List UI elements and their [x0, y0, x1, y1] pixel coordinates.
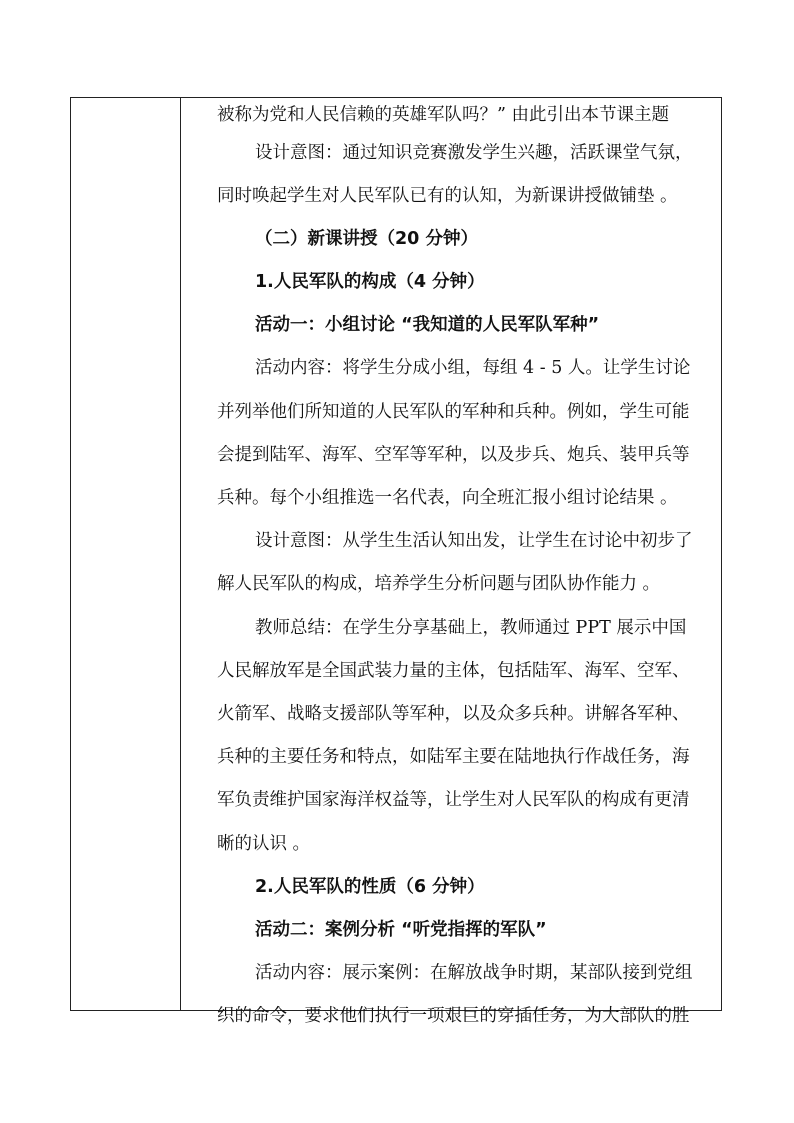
- table-column-divider: [180, 98, 181, 1010]
- paragraph-line-01: 被称为党和人民信赖的英雄军队吗？” 由此引出本节课主题: [217, 105, 670, 125]
- paragraph-line-09: 会提到陆军、海军、空军等军种，以及步兵、炮兵、装甲兵等: [217, 445, 690, 465]
- paragraph-line-11: 设计意图：从学生生活认知出发，让学生在讨论中初步了: [255, 531, 693, 551]
- lesson-table: [70, 97, 722, 1026]
- paragraph-line-08: 并列举他们所知道的人民军队的军种和兵种。例如，学生可能: [217, 402, 690, 422]
- subheading-army-composition: 1.人民军队的构成（4 分钟）: [255, 272, 485, 292]
- paragraph-line-02: 设计意图：通过知识竞赛激发学生兴趣，活跃课堂气氛，: [255, 143, 693, 163]
- paragraph-line-18: 晰的认识 。: [217, 834, 311, 854]
- paragraph-line-22: 织的命令，要求他们执行一项艰巨的穿插任务，为大部队的胜: [217, 1006, 690, 1026]
- section-heading-new-lesson: （二）新课讲授（20 分钟）: [255, 229, 478, 249]
- paragraph-line-12: 解人民军队的构成，培养学生分析问题与团队协作能力 。: [217, 574, 661, 594]
- paragraph-line-13: 教师总结：在学生分享基础上，教师通过 PPT 展示中国: [255, 618, 687, 638]
- paragraph-line-10: 兵种。每个小组推选一名代表，向全班汇报小组讨论结果 。: [217, 488, 678, 508]
- paragraph-line-03: 同时唤起学生对人民军队已有的认知，为新课讲授做铺垫 。: [217, 186, 678, 206]
- paragraph-line-16: 兵种的主要任务和特点，如陆军主要在陆地执行作战任务，海: [217, 747, 690, 767]
- paragraph-line-07: 活动内容：将学生分成小组，每组 4 - 5 人。让学生讨论: [255, 358, 691, 378]
- paragraph-line-14: 人民解放军是全国武装力量的主体，包括陆军、海军、空军、: [217, 661, 690, 681]
- paragraph-line-15: 火箭军、战略支援部队等军种，以及众多兵种。讲解各军种、: [217, 704, 690, 724]
- activity-heading-two: 活动二：案例分析 “听党指挥的军队”: [255, 920, 547, 940]
- paragraph-line-21: 活动内容：展示案例：在解放战争时期，某部队接到党组: [255, 963, 693, 983]
- subheading-army-nature: 2.人民军队的性质（6 分钟）: [255, 877, 485, 897]
- paragraph-line-17: 军负责维护国家海洋权益等，让学生对人民军队的构成有更清: [217, 790, 690, 810]
- activity-heading-one: 活动一：小组讨论 “我知道的人民军队军种”: [255, 315, 600, 335]
